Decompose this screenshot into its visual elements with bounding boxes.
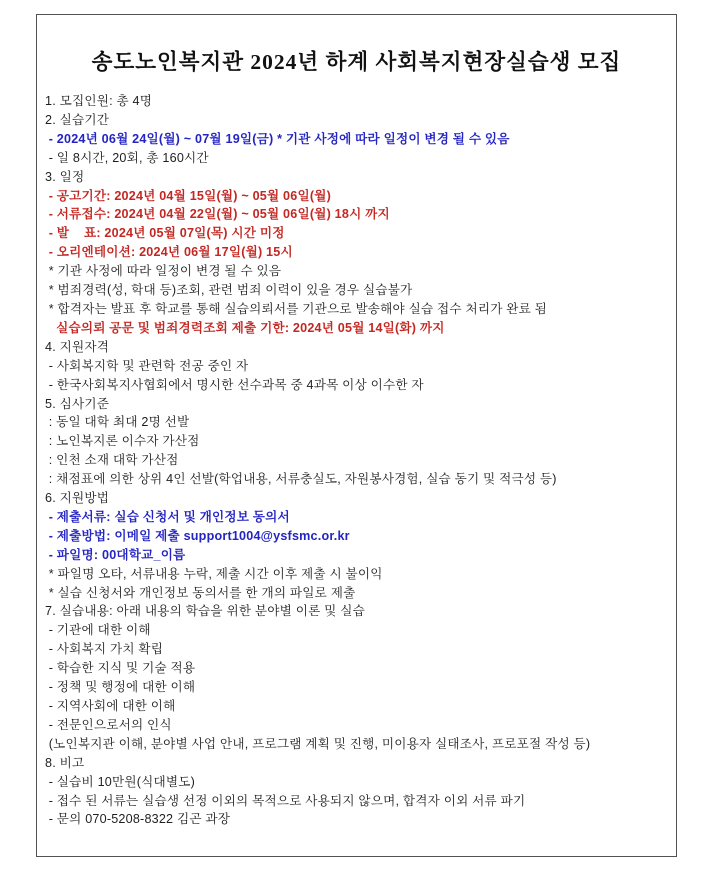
document-line: * 합격자는 발표 후 학교를 통해 실습의뢰서를 기관으로 발송해야 실습 접수 처리가 완료 됨 (45, 301, 548, 316)
document-line: - 서류접수: 2024년 04월 22일(월) ~ 05월 06일(월) 18시 까지 (45, 207, 390, 222)
document-line: - 학습한 지식 및 기술 적용 (45, 661, 196, 676)
document-line: 실습의뢰 공문 및 범죄경력조회 제출 기한: 2024년 05월 14일(화) 까지 (45, 320, 445, 335)
document-line: 7. 실습내용: 아래 내용의 학습을 위한 분야별 이론 및 실습 (45, 604, 365, 619)
document-line: * 기관 사정에 따라 일정이 변경 될 수 있음 (45, 264, 282, 279)
document-line: - 실습비 10만원(식대별도) (45, 774, 195, 789)
document-page (36, 14, 677, 857)
document-body (43, 92, 670, 829)
document-line: 1. 모집인원: 총 4명 (45, 94, 153, 108)
document-line: * 파일명 오타, 서류내용 누락, 제출 시간 이후 제출 시 불이익 (45, 566, 383, 581)
document-line: * 범죄경력(성, 학대 등)조회, 관련 범죄 이력이 있을 경우 실습불가 (45, 283, 413, 298)
document-line: - 오리엔테이션: 2024년 06월 17일(월) 15시 (45, 245, 293, 260)
document-title: 송도노인복지관 2024년 하계 사회복지현장실습생 모집 (91, 50, 622, 74)
document-line: - 문의 070-5208-8322 김곤 과장 (45, 812, 231, 827)
document-line: - 발 표: 2024년 05월 07일(목) 시간 미정 (45, 226, 285, 241)
document-line: : 동일 대학 최대 2명 선발 (45, 415, 190, 430)
document-line: - 공고기간: 2024년 04월 15일(월) ~ 05월 06일(월) (45, 188, 331, 203)
document-line: : 채점표에 의한 상위 4인 선발(학업내용, 서류충실도, 자원봉사경험, 실습 동기 및 적극성 등) (45, 472, 557, 487)
document-line: 2. 실습기간 (45, 112, 110, 127)
document-line: - 제출서류: 실습 신청서 및 개인정보 동의서 (45, 509, 290, 524)
document-line: (노인복지관 이해, 분야별 사업 안내, 프로그램 계획 및 진행, 미이용자 실태조사, 프로포절 작성 등) (45, 736, 591, 751)
document-line: : 노인복지론 이수자 가산점 (45, 434, 200, 449)
document-line: - 한국사회복지사협회에서 명시한 선수과목 중 4과목 이상 이수한 자 (45, 377, 424, 392)
document-line: - 사회복지학 및 관련학 전공 중인 자 (45, 358, 249, 373)
document-line: 4. 지원자격 (45, 339, 110, 354)
document-line: - 기관에 대한 이해 (45, 623, 151, 638)
document-line: - 지역사회에 대한 이해 (45, 699, 176, 713)
document-line: - 전문인으로서의 인식 (45, 717, 172, 732)
document-line: 5. 심사기준 (45, 396, 110, 411)
document-line: * 실습 신청서와 개인정보 동의서를 한 개의 파일로 제출 (45, 585, 356, 600)
document-line: - 사회복지 가치 확립 (45, 642, 164, 657)
document-line: - 제출방법: 이메일 제출 support1004@ysfsmc.or.kr (45, 528, 350, 543)
document-line: : 인천 소재 대학 가산점 (45, 453, 179, 468)
document-line: 6. 지원방법 (45, 491, 110, 506)
document-line: - 접수 된 서류는 실습생 선정 이외의 목적으로 사용되지 않으며, 합격자 이외 서류 파기 (45, 793, 526, 808)
document-line: - 일 8시간, 20회, 총 160시간 (45, 150, 209, 165)
document-line: 3. 일정 (45, 169, 85, 184)
document-line: 8. 비고 (45, 755, 85, 770)
document-line: - 정책 및 행정에 대한 이해 (45, 680, 196, 695)
document-line: - 파일명: 00대학교_이름 (45, 547, 186, 562)
document-line: - 2024년 06월 24일(월) ~ 07월 19일(금) * 기관 사정에 따라 일정이 변경 될 수 있음 (45, 131, 510, 146)
